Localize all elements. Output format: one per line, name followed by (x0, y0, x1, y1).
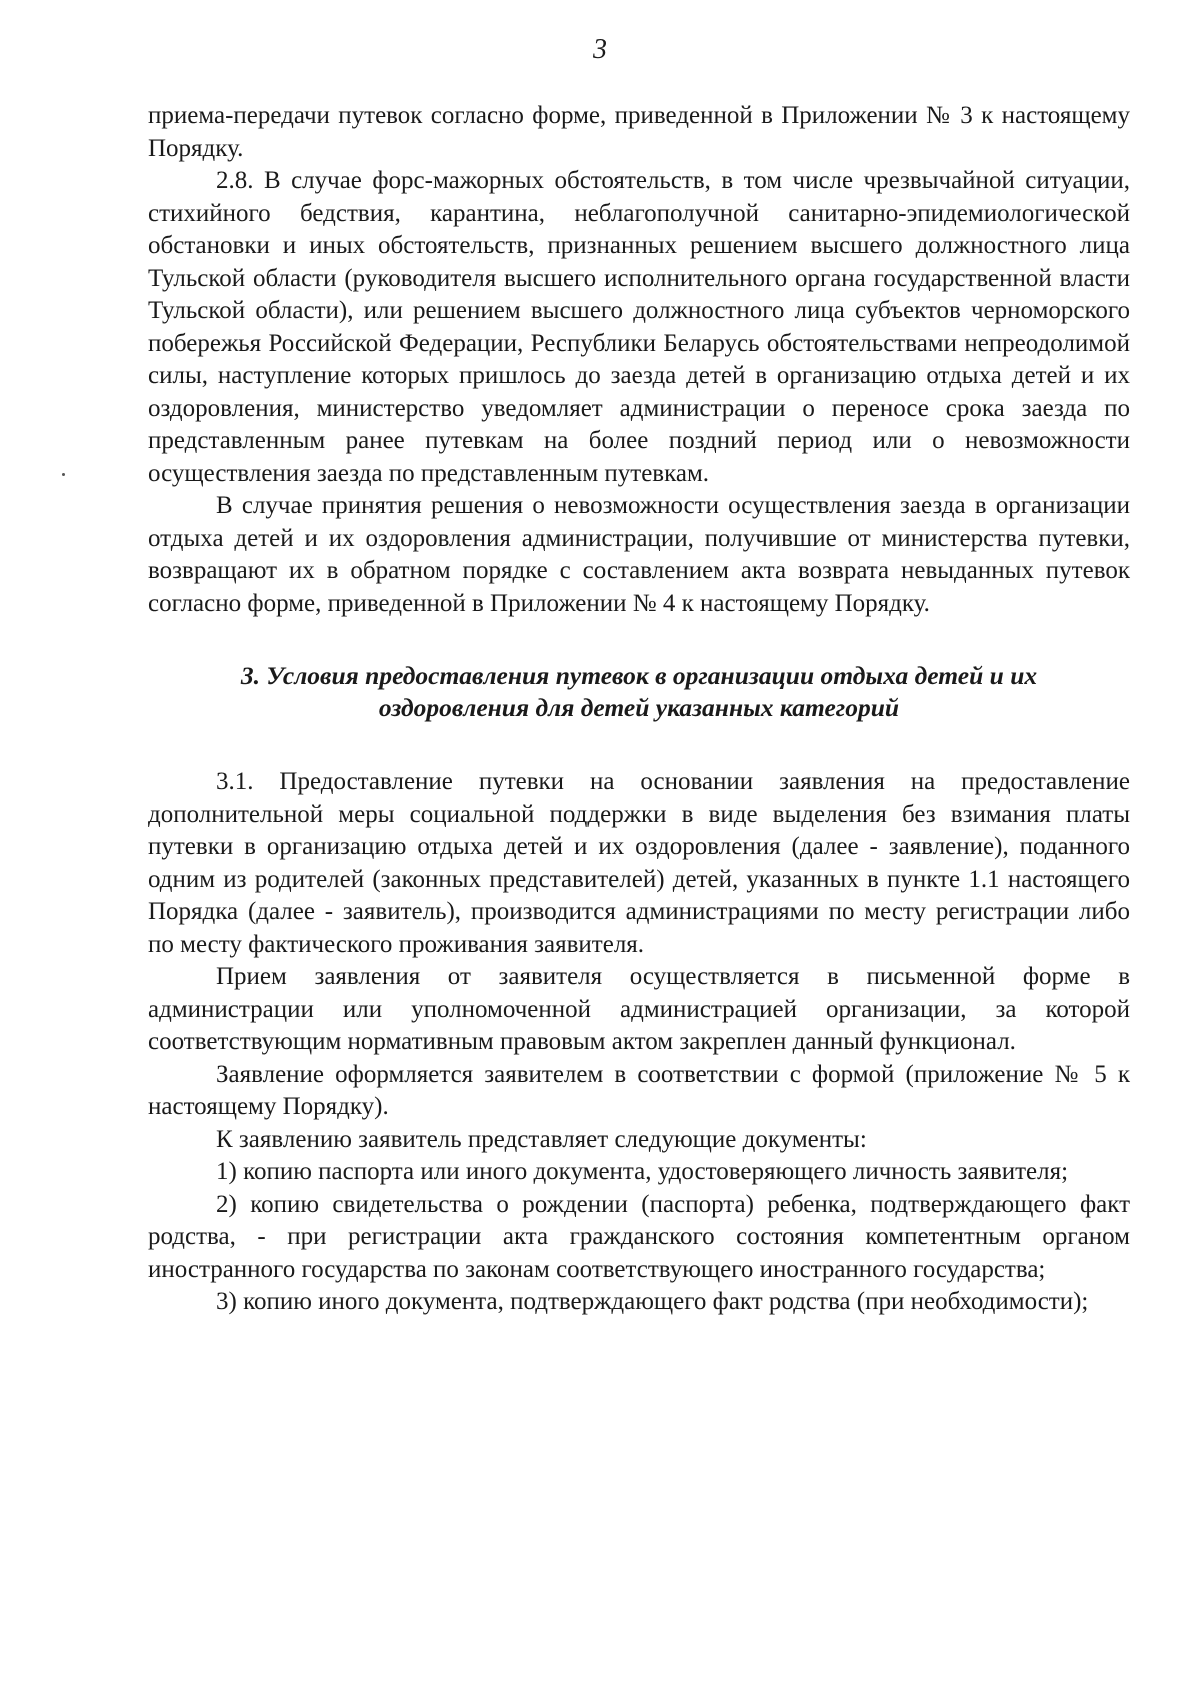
paragraph-application-form: Заявление оформляется заявителем в соответствии с формой (приложение № 5 к настоящему Порядку). (148, 1060, 1130, 1120)
paragraph-2-8: 2.8. В случае форс-мажорных обстоятельств, в том числе чрезвычайной ситуации, стихийного бедствия, карантина, неблагополучной санитарно-эпидемиологической обстановки и иных обстоятельств, признанных решением высшего должностного лица Тульской области (руководителя высшего исполнительного органа государственной власти Тульской области), или решением высшего должностного лица субъектов черноморского побережья Российской Федерации, Республики Беларусь обстоятельствами непреодолимой силы, наступление которых пришлось до заезда детей в организацию отдыха детей и их оздоровления, министерство уведомляет администрации о переносе срока заезда по представленным ранее путевкам на более поздний период или о невозможности осуществления заезда по представленным путевкам. (148, 167, 1130, 487)
page-number: 3 (593, 34, 607, 65)
section-heading-line-2: оздоровления для детей указанных категорий (378, 693, 900, 722)
section-3-heading (148, 660, 1130, 724)
section-heading-line-1: 3. Условия предоставления путевок в организации отдыха детей и их (240, 661, 1038, 690)
document-body (148, 100, 1130, 1319)
paragraph-continuation: приема-передачи путевок согласно форме, приведенной в Приложении № 3 к настоящему Порядку. (148, 102, 1130, 162)
paragraph-return-procedure: В случае принятия решения о невозможности осуществления заезда в организации отдыха детей и их оздоровления администрации, получившие от министерства путевки, возвращают их в обратном порядке с составлением акта возврата невыданных путевок согласно форме, приведенной в Приложении № 4 к настоящему Порядку. (148, 492, 1130, 617)
list-item-1: 1) копию паспорта или иного документа, удостоверяющего личность заявителя; (216, 1158, 1069, 1185)
paragraph-documents-intro: К заявлению заявитель представляет следующие документы: (216, 1125, 867, 1153)
paragraph-3-1: 3.1. Предоставление путевки на основании заявления на предоставление дополнительной меры социальной поддержки в виде выделения без взимания платы путевки в организацию отдыха детей и их оздоровления (далее - заявление), поданного одним из родителей (законных представителей) детей, указанных в пункте 1.1 настоящего Порядка (далее - заявитель), производится администрациями по месту регистрации либо по месту фактического проживания заявителя. (148, 768, 1130, 958)
list-item-3: 3) копию иного документа, подтверждающего факт родства (при необходимости); (216, 1288, 1089, 1315)
margin-mark (62, 473, 65, 476)
list-item-2: 2) копию свидетельства о рождении (паспорта) ребенка, подтверждающего факт родства, - при регистрации акта гражданского состояния компетентным органом иностранного государства по законам соответствующего иностранного государства; (148, 1190, 1130, 1283)
paragraph-application-reception: Прием заявления от заявителя осуществляется в письменной форме в администрации или уполномоченной администрацией организации, за которой соответствующим нормативным правовым актом закреплен данный функционал. (148, 963, 1130, 1055)
